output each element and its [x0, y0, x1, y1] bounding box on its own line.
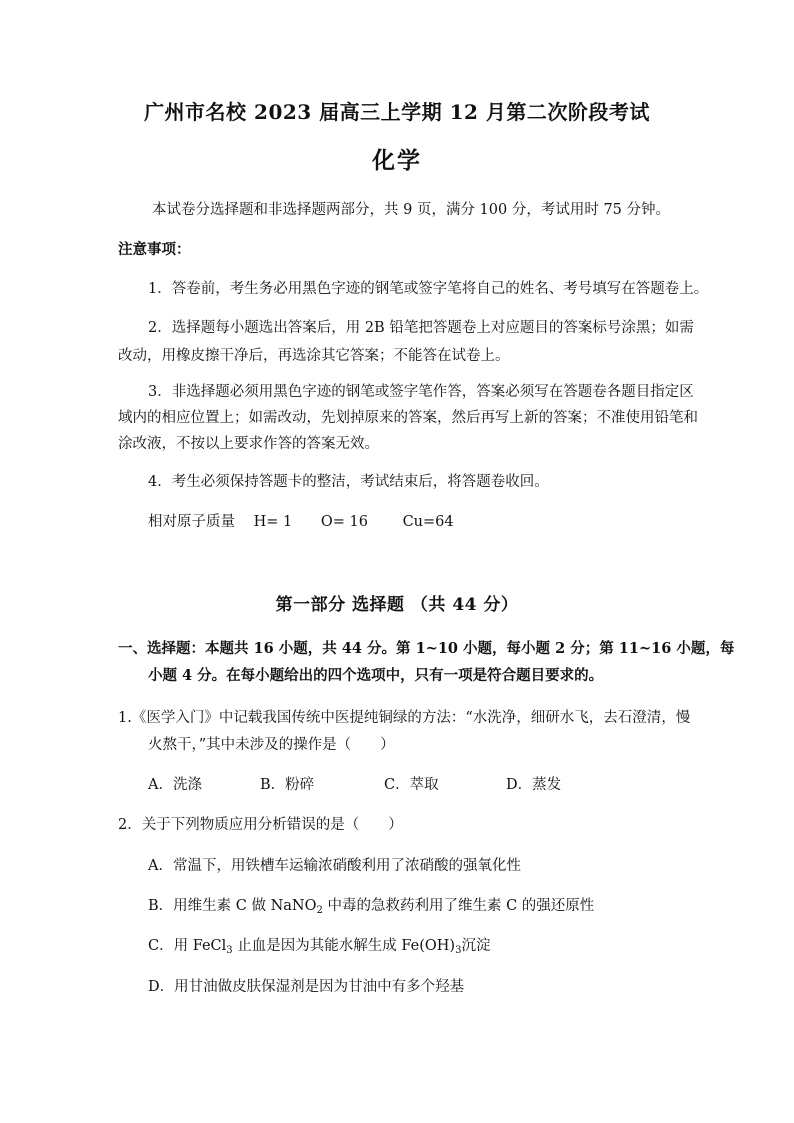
option-c-subscript-1: 3 [226, 945, 233, 956]
question-1-option-b: B．粉碎 [260, 777, 315, 793]
section-instructions-line-1: 一、选择题：本题共 16 小题，共 44 分。第 1~10 小题，每小题 2 分；第 11~16 小题，每 [118, 640, 735, 657]
option-b-text-1: B．用维生素 C 做 NaNO [148, 898, 317, 914]
option-c-text-3: 沉淀 [461, 938, 491, 954]
notice-item-3-line-3: 涂改液，不按以上要求作答的答案无效。 [118, 436, 379, 452]
atomic-mass-h: H= 1 [253, 514, 293, 530]
notice-item-2-line-2: 改动，用橡皮擦干净后，再选涂其它答案；不能答在试卷上。 [118, 348, 510, 364]
atomic-mass-label: 相对原子质量 [148, 514, 235, 530]
exam-title: 广州市名校 2023 届高三上学期 12 月第二次阶段考试 [144, 100, 650, 124]
question-1-option-a: A．洗涤 [148, 777, 202, 793]
notice-item-4: 4．考生必须保持答题卡的整洁，考试结束后，将答题卷收回。 [148, 474, 549, 490]
question-2-option-d: D．用甘油做皮肤保湿剂是因为甘油中有多个羟基 [148, 979, 465, 995]
notice-item-1: 1．答卷前，考生务必用黑色字迹的钢笔或签字笔将自己的姓名、考号填写在答题卷上。 [148, 281, 709, 297]
question-1-stem-line-2: 火熬干，”其中未涉及的操作是（ ） [148, 737, 395, 753]
atomic-mass-line [148, 510, 454, 531]
part-one-title: 第一部分 选择题 （共 44 分） [275, 595, 519, 615]
section-instructions-line-2: 小题 4 分。在每小题给出的四个选项中，只有一项是符合题目要求的。 [148, 667, 604, 684]
question-2-stem: 2．关于下列物质应用分析错误的是（ ） [118, 817, 403, 833]
question-1-option-d: D．蒸发 [506, 777, 562, 793]
question-2-option-b [148, 894, 594, 915]
notice-item-3-line-2: 域内的相应位置上；如需改动，先划掉原来的答案，然后再写上新的答案；不准使用铅笔和 [118, 410, 698, 426]
question-1-stem-line-1: 1.《医学入门》中记载我国传统中医提纯铜绿的方法：“水洗净，细研水飞，去石澄清，慢 [118, 710, 691, 726]
atomic-mass-o: O= 16 [320, 514, 368, 530]
notice-item-2-line-1: 2．选择题每小题选出答案后，用 2B 铅笔把答题卷上对应题目的答案标号涂黑；如需 [148, 320, 694, 336]
exam-intro: 本试卷分选择题和非选择题两部分，共 9 页，满分 100 分，考试用时 75 分钟。 [152, 202, 671, 218]
option-b-text-2: 中毒的急救药利用了维生素 C 的强还原性 [322, 898, 595, 914]
question-2-option-a: A．常温下，用铁槽车运输浓硝酸利用了浓硝酸的强氧化性 [148, 858, 521, 874]
option-c-text-1: C．用 FeCl [148, 938, 227, 954]
option-c-text-2: 止血是因为其能水解生成 Fe(OH) [232, 938, 456, 954]
option-b-subscript: 2 [316, 905, 323, 916]
atomic-mass-cu: Cu=64 [402, 514, 454, 530]
question-2-option-c [148, 934, 490, 955]
notice-heading: 注意事项： [118, 241, 191, 258]
notice-item-3-line-1: 3．非选择题必须用黑色字迹的钢笔或签字笔作答，答案必须写在答题卷各题目指定区 [148, 384, 694, 400]
subject-title: 化学 [372, 147, 422, 174]
question-1-option-c: C．萃取 [384, 777, 439, 793]
option-c-subscript-2: 3 [455, 945, 462, 956]
